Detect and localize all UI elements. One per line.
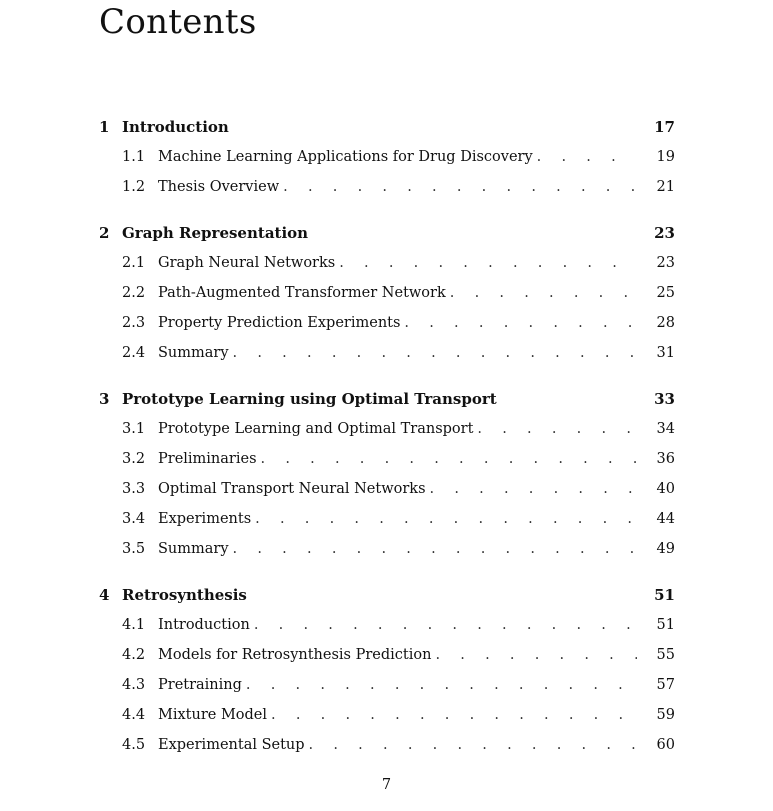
dot-leader <box>309 730 637 760</box>
section-title: Models for Retrosynthesis Prediction <box>158 647 432 663</box>
section-entry[interactable] <box>99 172 675 202</box>
dot-leader <box>254 610 637 640</box>
section-page: 60 <box>656 737 675 753</box>
section-entry[interactable] <box>99 670 675 700</box>
section-number: 4.1 <box>122 617 146 633</box>
table-of-contents <box>99 112 675 776</box>
chapter-4 <box>99 580 675 760</box>
chapter-number: 2 <box>99 224 110 242</box>
chapter-title: Graph Representation <box>122 224 309 242</box>
section-title: Graph Neural Networks <box>158 255 336 271</box>
section-entry[interactable] <box>99 142 675 172</box>
section-number: 4.3 <box>122 677 146 693</box>
section-number: 3.3 <box>122 481 146 497</box>
chapter-title: Introduction <box>122 118 229 136</box>
section-title: Experiments <box>158 511 252 527</box>
section-title: Mixture Model <box>158 707 268 723</box>
section-entry[interactable] <box>99 504 675 534</box>
section-number: 2.1 <box>122 255 146 271</box>
chapter-page: 33 <box>654 390 675 408</box>
dot-leader <box>233 338 637 368</box>
section-entry[interactable] <box>99 278 675 308</box>
section-number: 2.3 <box>122 315 146 331</box>
section-page: 31 <box>656 345 675 361</box>
section-title: Experimental Setup <box>158 737 305 753</box>
chapter-number: 1 <box>99 118 110 136</box>
section-entry[interactable] <box>99 640 675 670</box>
section-number: 4.5 <box>122 737 146 753</box>
section-entry[interactable] <box>99 474 675 504</box>
section-page: 36 <box>656 451 675 467</box>
page-title: Contents <box>99 2 257 42</box>
chapter-1 <box>99 112 675 202</box>
dot-leader <box>404 308 637 338</box>
dot-leader <box>233 534 637 564</box>
dot-leader <box>246 670 637 700</box>
section-title: Optimal Transport Neural Networks <box>158 481 426 497</box>
section-title: Summary <box>158 541 229 557</box>
chapter-entry[interactable] <box>99 218 675 248</box>
chapter-entry[interactable] <box>99 384 675 414</box>
section-page: 49 <box>656 541 675 557</box>
section-page: 40 <box>656 481 675 497</box>
section-title: Prototype Learning and Optimal Transport <box>158 421 474 437</box>
section-number: 1.1 <box>122 149 146 165</box>
section-page: 51 <box>656 617 675 633</box>
section-entry[interactable] <box>99 700 675 730</box>
chapter-entry[interactable] <box>99 112 675 142</box>
chapter-2 <box>99 218 675 368</box>
dot-leader <box>339 248 637 278</box>
chapter-entry[interactable] <box>99 580 675 610</box>
section-number: 2.4 <box>122 345 146 361</box>
section-page: 28 <box>656 315 675 331</box>
section-entry[interactable] <box>99 248 675 278</box>
section-number: 4.2 <box>122 647 146 663</box>
section-title: Pretraining <box>158 677 242 693</box>
section-title: Thesis Overview <box>158 179 280 195</box>
section-page: 19 <box>656 149 675 165</box>
section-title: Introduction <box>158 617 250 633</box>
chapter-page: 23 <box>654 224 675 242</box>
chapter-3 <box>99 384 675 564</box>
section-entry[interactable] <box>99 534 675 564</box>
chapter-number: 4 <box>99 586 110 604</box>
section-entry[interactable] <box>99 414 675 444</box>
dot-leader <box>450 278 637 308</box>
section-entry[interactable] <box>99 444 675 474</box>
section-title: Summary <box>158 345 229 361</box>
dot-leader <box>435 640 637 670</box>
chapter-number: 3 <box>99 390 110 408</box>
section-title: Preliminaries <box>158 451 257 467</box>
chapter-title: Prototype Learning using Optimal Transport <box>122 390 497 408</box>
section-number: 3.5 <box>122 541 146 557</box>
section-number: 2.2 <box>122 285 146 301</box>
dot-leader <box>283 172 637 202</box>
chapter-title: Retrosynthesis <box>122 586 247 604</box>
section-number: 1.2 <box>122 179 146 195</box>
section-entry[interactable] <box>99 308 675 338</box>
dot-leader <box>271 700 637 730</box>
section-number: 3.2 <box>122 451 146 467</box>
dot-leader <box>255 504 637 534</box>
section-page: 44 <box>656 511 675 527</box>
section-number: 3.1 <box>122 421 146 437</box>
section-number: 4.4 <box>122 707 146 723</box>
section-page: 21 <box>656 179 675 195</box>
section-entry[interactable] <box>99 338 675 368</box>
dot-leader <box>261 444 637 474</box>
chapter-page: 17 <box>654 118 675 136</box>
section-page: 55 <box>656 647 675 663</box>
section-page: 57 <box>656 677 675 693</box>
section-page: 25 <box>656 285 675 301</box>
dot-leader <box>477 414 637 444</box>
dot-leader <box>430 474 637 504</box>
page-number: 7 <box>381 777 392 793</box>
section-page: 59 <box>656 707 675 723</box>
section-number: 3.4 <box>122 511 146 527</box>
section-title: Property Prediction Experiments <box>158 315 401 331</box>
dot-leader <box>537 142 637 172</box>
section-page: 34 <box>656 421 675 437</box>
chapter-page: 51 <box>654 586 675 604</box>
section-page: 23 <box>656 255 675 271</box>
section-title: Machine Learning Applications for Drug Discovery <box>158 149 533 165</box>
section-title: Path-Augmented Transformer Network <box>158 285 446 301</box>
section-entry[interactable] <box>99 610 675 640</box>
section-entry[interactable] <box>99 730 675 760</box>
